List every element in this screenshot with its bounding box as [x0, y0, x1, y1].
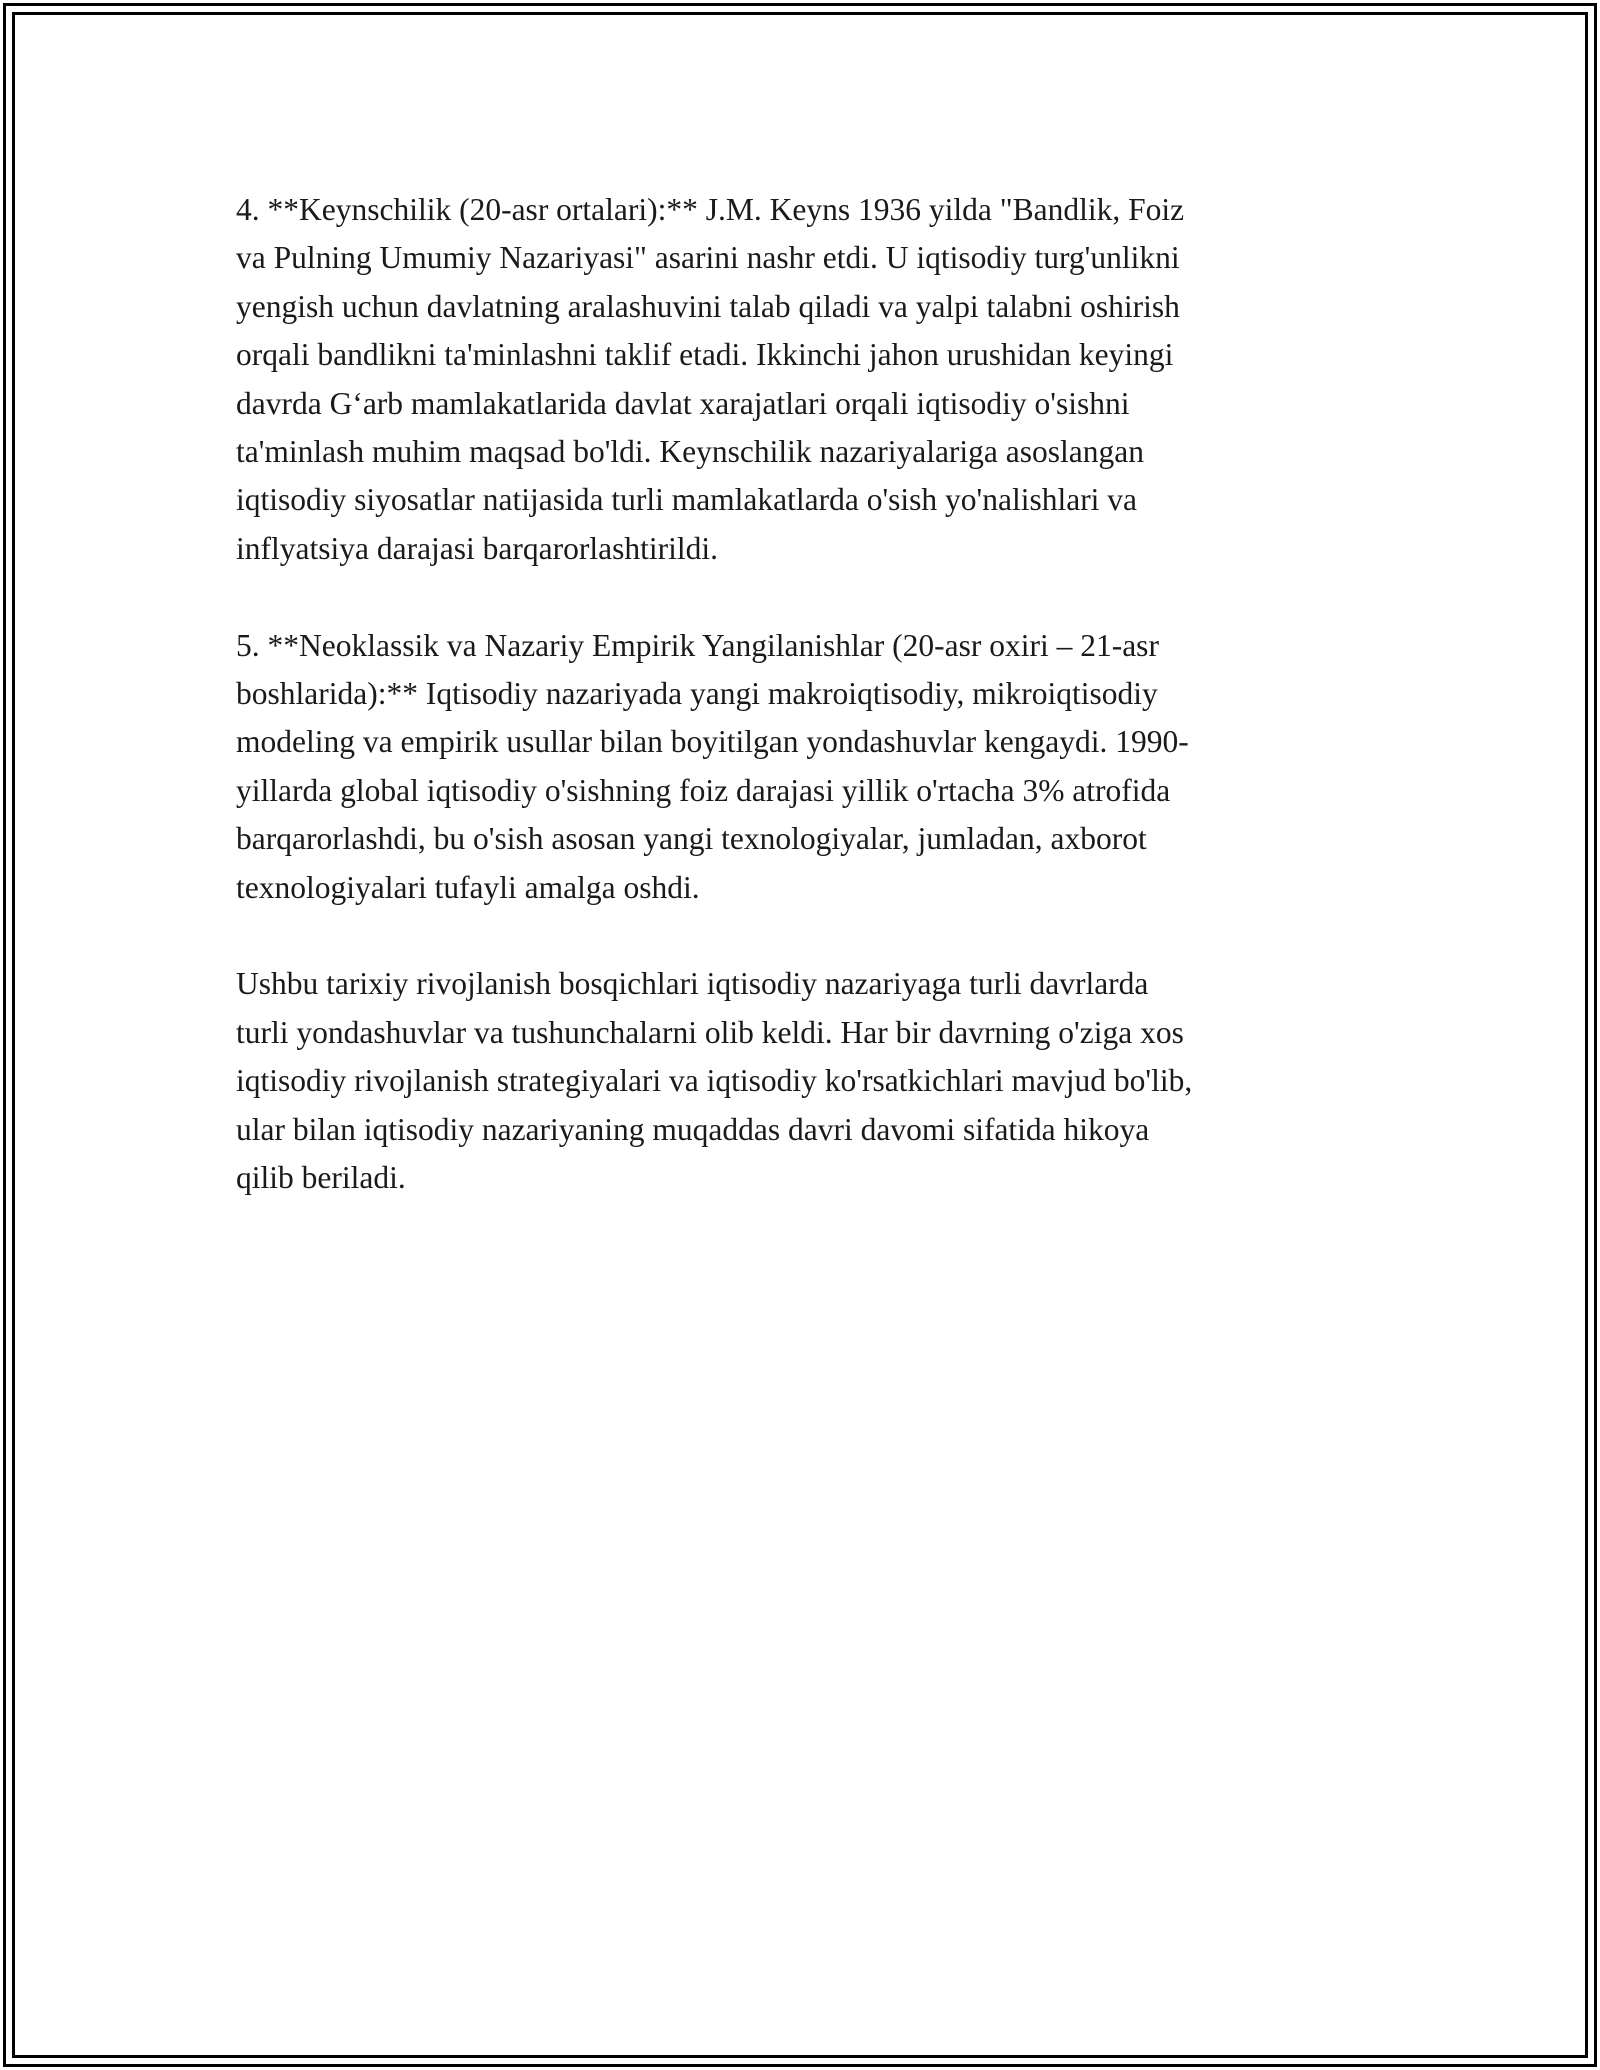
text-line: qilib beriladi. — [236, 1160, 406, 1196]
text-line: Ushbu tarixiy rivojlanish bosqichlari iqtisodiy nazariyaga turli davrlarda — [236, 966, 1149, 1002]
paragraph-keynschilik — [236, 186, 1356, 573]
text-line: 5. **Neoklassik va Nazariy Empirik Yangilanishlar (20-asr oxiri – 21-asr — [236, 627, 1159, 663]
text-line: yillarda global iqtisodiy o'sishning foiz darajasi yillik o'rtacha 3% atrofida — [236, 772, 1171, 808]
text-line: ta'minlash muhim maqsad bo'ldi. Keynschilik nazariyalariga asoslangan — [236, 434, 1144, 470]
paragraph-neoklassik — [236, 622, 1356, 912]
text-line: modeling va empirik usullar bilan boyitilgan yondashuvlar kengaydi. 1990- — [236, 724, 1189, 760]
text-line: yengish uchun davlatning aralashuvini talab qiladi va yalpi talabni oshirish — [236, 288, 1180, 324]
text-line: inflyatsiya darajasi barqarorlashtirildi. — [236, 530, 718, 566]
text-line: 4. **Keynschilik (20-asr ortalari):** J.M. Keyns 1936 yilda "Bandlik, Foiz — [236, 192, 1185, 227]
text-line: va Pulning Umumiy Nazariyasi" asarini nashr etdi. U iqtisodiy turg'unlikni — [236, 240, 1180, 276]
paragraph-conclusion — [236, 960, 1356, 1202]
text-line: davrda G‘arb mamlakatlarida davlat xarajatlari orqali iqtisodiy o'sishni — [236, 385, 1130, 421]
text-line: texnologiyalari tufayli amalga oshdi. — [236, 869, 700, 905]
text-line: boshlarida):** Iqtisodiy nazariyada yangi makroiqtisodiy, mikroiqtisodiy — [236, 676, 1158, 712]
text-line: barqarorlashdi, bu o'sish asosan yangi texnologiyalar, jumladan, axborot — [236, 821, 1147, 857]
text-line: ular bilan iqtisodiy nazariyaning muqaddas davri davomi sifatida hikoya — [236, 1111, 1150, 1147]
document-body — [236, 186, 1356, 1251]
text-line: iqtisodiy rivojlanish strategiyalari va iqtisodiy ko'rsatkichlari mavjud bo'lib, — [236, 1063, 1193, 1099]
text-line: iqtisodiy siyosatlar natijasida turli mamlakatlarda o'sish yo'nalishlari va — [236, 482, 1138, 518]
text-line: turli yondashuvlar va tushunchalarni olib keldi. Har bir davrning o'ziga xos — [236, 1014, 1184, 1050]
text-line: orqali bandlikni ta'minlashni taklif etadi. Ikkinchi jahon urushidan keyingi — [236, 337, 1174, 373]
